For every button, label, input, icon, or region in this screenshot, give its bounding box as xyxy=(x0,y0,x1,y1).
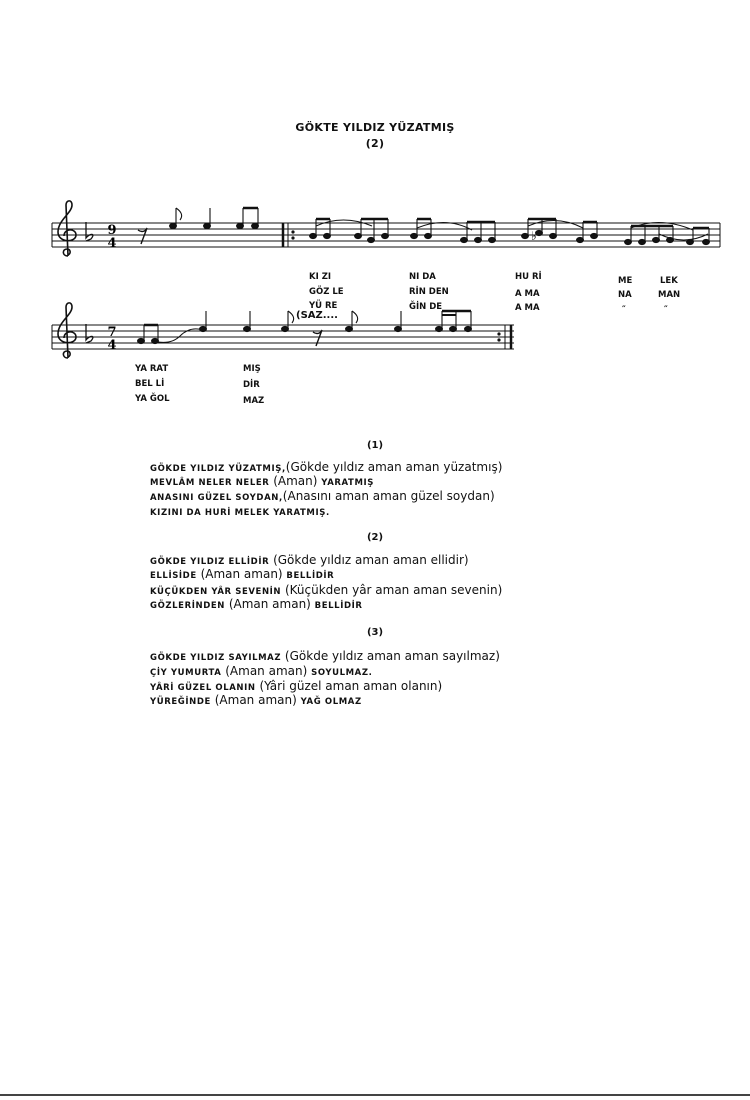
verse-line: MEVLÂM NELER NELER (Aman) YARATMIŞ xyxy=(150,474,374,488)
lyric: LEK xyxy=(660,276,678,286)
saz-label: (SAZ.... xyxy=(296,310,338,321)
lyric: YÜ RE xyxy=(309,301,338,311)
song-title: GÖKTE YILDIZ YÜZATMIŞ xyxy=(295,121,455,134)
lyric: KI ZI xyxy=(309,272,332,282)
notes-staff-1 xyxy=(170,208,710,245)
verse-line: GÖZLERİNDEN (Aman aman) BELLİDİR xyxy=(150,597,363,611)
verse-line: GÖKDE YILDIZ SAYILMAZ (Gökde yıldız aman aman sayılmaz) xyxy=(150,649,500,663)
lyric: ĞİN DE xyxy=(409,302,443,312)
treble-clef-1 xyxy=(58,201,76,256)
lyric: BEL Lİ xyxy=(135,379,165,389)
flat-sign-2 xyxy=(86,324,93,343)
treble-clef-2 xyxy=(58,303,76,358)
lyric: ″ xyxy=(664,305,668,315)
lyric: NI DA xyxy=(409,272,436,282)
time-sig-top-1: 9 xyxy=(107,223,117,238)
music-score xyxy=(0,0,750,420)
verse-line: YÜREĞİNDE (Aman aman) YAĞ OLMAZ xyxy=(150,693,362,707)
lyric: MIŞ xyxy=(243,364,261,374)
verse-line: GÖKDE YILDIZ YÜZATMIŞ,(Gökde yıldız aman aman yüzatmış) xyxy=(150,460,503,474)
time-sig-bottom-1: 4 xyxy=(107,236,117,251)
verse-number: (2) xyxy=(366,532,384,543)
lyric: MAN xyxy=(658,290,681,300)
lyric: YA RAT xyxy=(135,364,169,374)
eighth-rest-1 xyxy=(138,228,147,244)
verse-line: KIZINI DA HURİ MELEK YARATMIŞ. xyxy=(150,508,330,518)
lyric: YA ĞOL xyxy=(135,394,170,404)
verse-line: ANASINI GÜZEL SOYDAN,(Anasını aman aman güzel soydan) xyxy=(150,489,495,503)
flat-sign-1 xyxy=(86,222,93,241)
lyric: A MA xyxy=(515,289,540,299)
lyric: RİN DEN xyxy=(409,287,449,297)
lyric: NA xyxy=(618,290,632,300)
verse-line: YÂRİ GÜZEL OLANIN (Yâri güzel aman aman olanın) xyxy=(150,679,443,693)
song-subtitle: (2) xyxy=(365,137,385,150)
flat-accidental: ♭ xyxy=(531,229,537,243)
lyric: A MA xyxy=(515,303,540,313)
lyric: MAZ xyxy=(243,396,265,406)
verse-number: (3) xyxy=(366,627,384,638)
verse-line: GÖKDE YILDIZ ELLİDİR (Gökde yıldız aman aman ellidir) xyxy=(150,553,469,567)
lyric: HU Rİ xyxy=(515,272,542,282)
lyric: GÖZ LE xyxy=(309,287,344,297)
time-sig-top-2: 7 xyxy=(107,325,117,340)
time-sig-bottom-2: 4 xyxy=(107,338,117,353)
eighth-rest-2 xyxy=(313,330,322,346)
lyric: DİR xyxy=(243,380,260,390)
lyric: ″ xyxy=(622,305,626,315)
verse-line: ELLİSİDE (Aman aman) BELLİDİR xyxy=(150,567,335,581)
verse-line: ÇİY YUMURTA (Aman aman) SOYULMAZ. xyxy=(150,664,373,678)
verse-line: KÜÇÜKDEN YÂR SEVENİN (Küçükden yâr aman aman sevenin) xyxy=(150,583,503,597)
verse-number: (1) xyxy=(366,440,384,451)
lyric: ME xyxy=(618,276,633,286)
page-bottom-edge xyxy=(0,1094,750,1096)
